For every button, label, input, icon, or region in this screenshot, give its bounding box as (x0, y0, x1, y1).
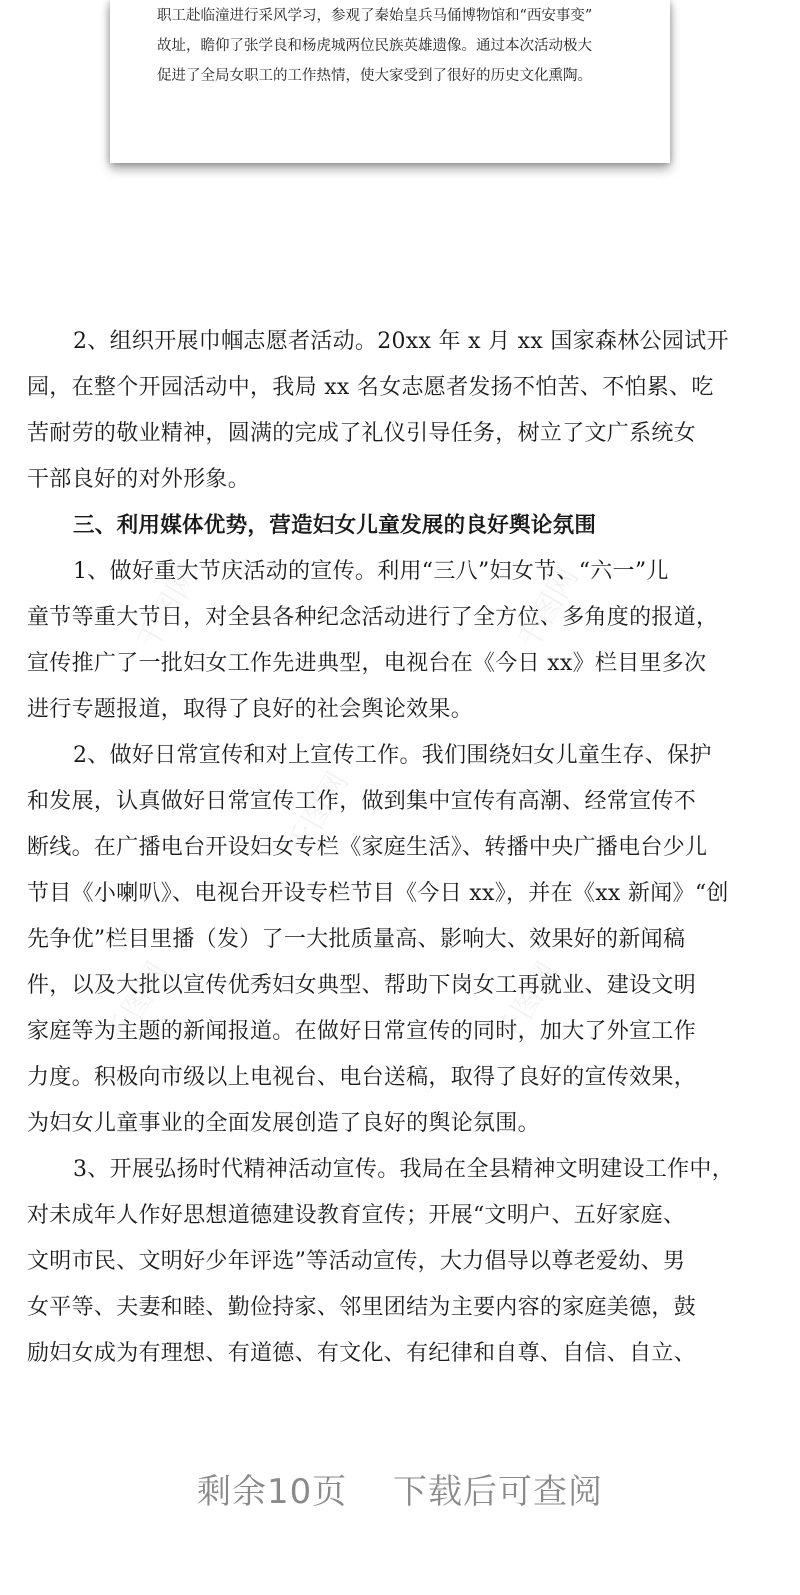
paragraph-line: 节目《小喇叭》、电视台开设专栏节目《今日 xx》，并在《xx 新闻》“创 (27, 881, 729, 906)
paragraph-line: 2、组织开展巾帼志愿者活动。20xx 年 x 月 xx 国家森林公园试开 (73, 329, 729, 354)
paragraph-line: 宣传推广了一批妇女工作先进典型，电视台在《今日 xx》栏目里多次 (27, 651, 707, 676)
remaining-pages-label: 剩余10页 (196, 1472, 348, 1512)
paragraph-line: 件，以及大批以宣传优秀妇女典型、帮助下岗女工再就业、建设文明 (27, 973, 697, 998)
paragraph-line: 励妇女成为有理想、有道德、有文化、有纪律和自尊、自信、自立、 (27, 1341, 697, 1366)
paragraph-line: 文明市民、文明好少年评选”等活动宣传，大力倡导以尊老爱幼、男 (27, 1249, 686, 1274)
watermark: 千图网 (490, 956, 566, 1052)
paragraph-line: 童节等重大节日，对全县各种纪念活动进行了全方位、多角度的报道， (27, 605, 719, 630)
download-to-view-label[interactable]: 下载后可查阅 (393, 1472, 604, 1512)
watermark: 千图网 (130, 561, 206, 657)
previous-page-card (110, 0, 670, 163)
paragraph-line: 女平等、夫妻和睦、勤俭持家、邻里团结为主要内容的家庭美德，鼓 (27, 1295, 697, 1320)
previous-page-line: 职工赴临潼进行采风学习，参观了秦始皇兵马俑博物馆和“西安事变” (157, 8, 593, 24)
watermark: 千图网 (100, 956, 176, 1052)
paragraph-line: 力度。积极向市级以上电视台、电台送稿，取得了良好的宣传效果， (27, 1065, 697, 1090)
watermark: 千图网 (510, 561, 586, 657)
download-prompt[interactable] (0, 1464, 800, 1513)
paragraph-line: 1、做好重大节庆活动的宣传。利用“三八”妇女节、“六一”儿 (73, 559, 669, 584)
section-heading: 三、利用媒体优势，营造妇女儿童发展的良好舆论氛围 (73, 513, 597, 538)
paragraph-line: 为妇女儿童事业的全面发展创造了良好的舆论氛围。 (27, 1111, 540, 1136)
paragraph-line: 干部良好的对外形象。 (27, 467, 251, 492)
paragraph-line: 和发展，认真做好日常宣传工作，做到集中宣传有高潮、经常宣传不 (27, 789, 697, 814)
paragraph-line: 苦耐劳的敬业精神，圆满的完成了礼仪引导任务，树立了文广系统女 (27, 421, 697, 446)
paragraph-line: 对未成年人作好思想道德建设教育宣传；开展“文明户、五好家庭、 (27, 1203, 686, 1228)
watermark: 千图网 (280, 766, 356, 862)
previous-page-line: 促进了全局女职工的工作热情，使大家受到了很好的历史文化熏陶。 (157, 68, 592, 84)
paragraph-line: 进行专题报道，取得了良好的社会舆论效果。 (27, 697, 474, 722)
paragraph-line: 断线。在广播电台开设妇女专栏《家庭生活》、转播中央广播电台少儿 (27, 835, 708, 860)
paragraph-line: 3、开展弘扬时代精神活动宣传。我局在全县精神文明建设工作中， (73, 1157, 734, 1182)
paragraph-line: 家庭等为主题的新闻报道。在做好日常宣传的同时，加大了外宣工作 (27, 1019, 697, 1044)
paragraph-line: 先争优”栏目里播（发）了一大批质量高、影响大、效果好的新闻稿 (27, 927, 686, 952)
paragraph-line: 2、做好日常宣传和对上宣传工作。我们围绕妇女儿童生存、保护 (73, 743, 712, 768)
paragraph-line: 园，在整个开园活动中，我局 xx 名女志愿者发扬不怕苦、不怕累、吃 (27, 375, 714, 400)
document-body (27, 319, 767, 1377)
previous-page-line: 故址，瞻仰了张学良和杨虎城两位民族英雄遗像。通过本次活动极大 (157, 38, 592, 54)
